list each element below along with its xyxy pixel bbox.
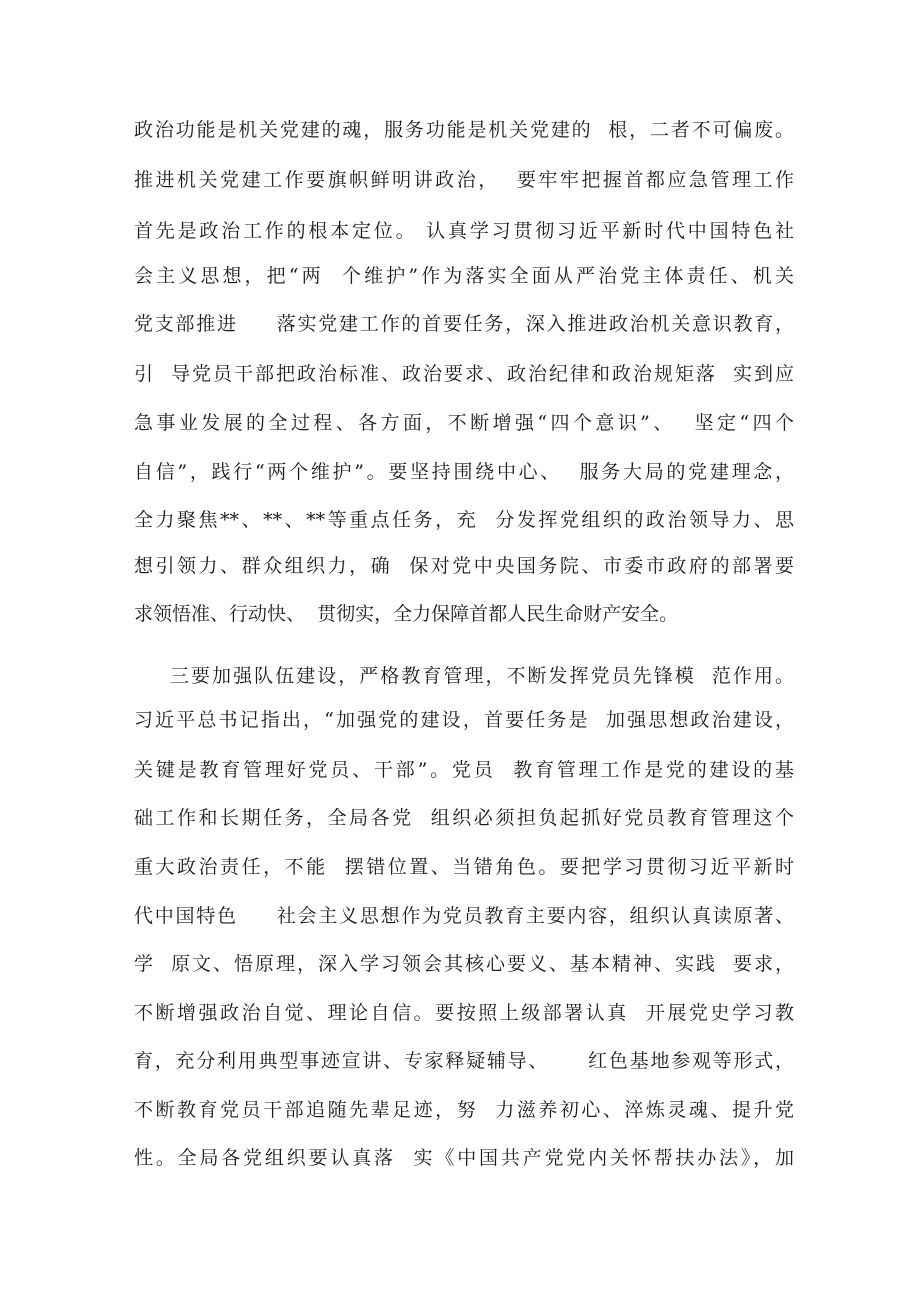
text-line: 育，充分利用典型事迹宣讲、专家释疑辅导、 红色基地参观等形式， [134, 1050, 794, 1072]
text-line: 推进机关党建工作要旗帜鲜明讲政治， 要牢牢把握首都应急管理工作 [134, 169, 794, 191]
text-line: 首先是政治工作的根本定位。 认真学习贯彻习近平新时代中国特色社 [134, 220, 794, 242]
text-line: 性。全局各党组织要认真落 实《中国共产党党内关怀帮扶办法》，加 [134, 1147, 794, 1169]
text-line: 想引领力、群众组织力，确 保对党中央国务院、市委市政府的部署要 [134, 555, 794, 577]
text-line: 急事业发展的全过程、各方面，不断增强“四个意识”、 坚定“四个 [134, 412, 794, 434]
text-line: 学 原文、悟原理，深入学习领会其核心要义、基本精神、实践 要求， [134, 953, 794, 975]
text-line: 自信”，践行“两个维护”。要坚持围绕中心、 服务大局的党建理念， [134, 461, 794, 483]
text-line: 全力聚焦**、**、**等重点任务，充 分发挥党组织的政治领导力、思 [134, 509, 794, 531]
text-line: 求领悟准、行动快、 贯彻实，全力保障首都人民生命财产安全。 [134, 603, 679, 625]
text-line: 会主义思想，把“两 个维护”作为落实全面从严治党主体责任、机关 [134, 265, 794, 287]
text-line: 三要加强队伍建设，严格教育管理，不断发挥党员先锋模 范作用。 [170, 665, 794, 687]
text-line: 习近平总书记指出，“加强党的建设，首要任务是 加强思想政治建设， [134, 709, 794, 731]
text-line: 不断增强政治自觉、理论自信。要按照上级部署认真 开展党史学习教 [134, 1002, 794, 1024]
text-line: 政治功能是机关党建的魂，服务功能是机关党建的 根，二者不可偏废。 [134, 119, 794, 141]
text-line: 引 导党员干部把政治标准、政治要求、政治纪律和政治规矩落 实到应 [134, 363, 794, 385]
text-line: 重大政治责任，不能 摆错位置、当错角色。要把学习贯彻习近平新时 [134, 856, 794, 878]
text-line: 础工作和长期任务，全局各党 组织必须担负起抓好党员教育管理这个 [134, 807, 794, 829]
text-line: 关键是教育管理好党员、干部”。党员 教育管理工作是党的建设的基 [134, 759, 794, 781]
text-line: 党支部推进 落实党建工作的首要任务，深入推进政治机关意识教育， [134, 313, 794, 335]
text-line: 代中国特色 社会主义思想作为党员教育主要内容，组织认真读原著、 [134, 905, 794, 927]
text-line: 不断教育党员干部追随先辈足迹，努 力滋养初心、淬炼灵魂、提升党 [134, 1099, 794, 1121]
